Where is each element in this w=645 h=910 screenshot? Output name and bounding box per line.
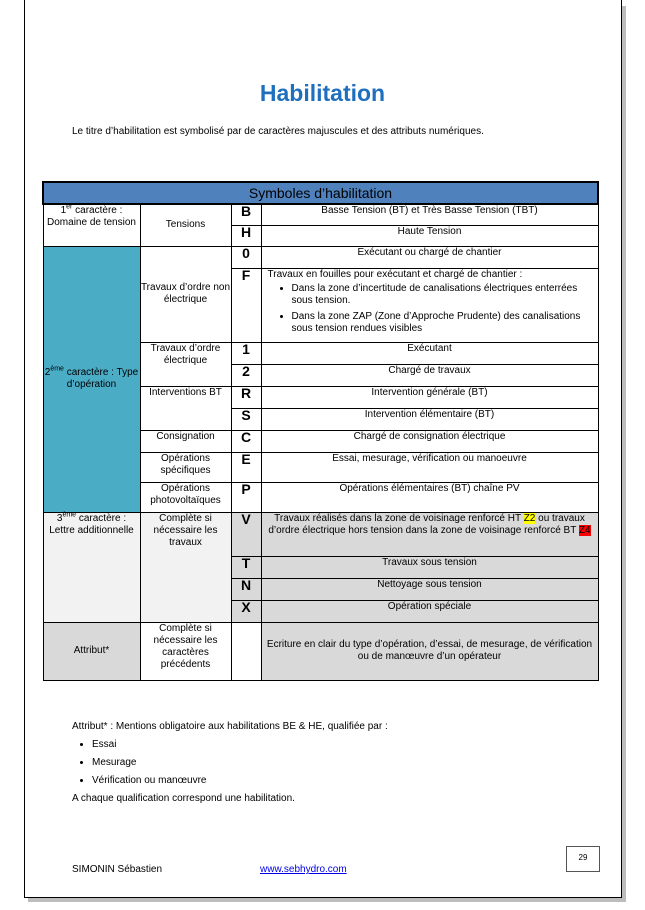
row2-sub: Opérations photovoltaïques xyxy=(140,482,231,512)
code-cell: B xyxy=(231,204,261,225)
footer-bullet: • Mesurage xyxy=(92,754,388,772)
bullet-list xyxy=(268,283,598,335)
code-cell: 0 xyxy=(231,246,261,268)
desc-text: Travaux en fouilles pour exécutant et chargé de chantier : xyxy=(267,268,523,280)
desc-cell: Nettoyage sous tension xyxy=(261,578,598,600)
footer-bullet: • Essai xyxy=(92,736,388,754)
code-cell-empty xyxy=(231,622,261,680)
code-cell: F xyxy=(231,268,261,342)
desc-cell xyxy=(261,268,598,342)
row2-sub: Consignation xyxy=(140,430,231,452)
code-cell: R xyxy=(231,386,261,408)
desc-cell: Intervention générale (BT) xyxy=(261,386,598,408)
desc-cell: Exécutant ou chargé de chantier xyxy=(261,246,598,268)
desc-cell: Basse Tension (BT) et Très Basse Tension (TBT) xyxy=(261,204,598,225)
desc-cell: Opération spéciale xyxy=(261,600,598,622)
desc-cell: Travaux réalisés dans la zone de voisinage renforcé HT Z2 ou travaux d’ordre électrique hors tension dans la zone de voisinage renforcé BT Z4 xyxy=(261,512,598,556)
row1-label: 1er caractère : Domaine de tension xyxy=(43,204,140,246)
desc-cell: Exécutant xyxy=(261,342,598,364)
desc-cell: Essai, mesurage, vérification ou manoeuvre xyxy=(261,452,598,482)
table-header: Symboles d’habilitation xyxy=(43,182,598,204)
footer-note: Attribut* : Mentions obligatoire aux habilitations BE & HE, qualifiée par : xyxy=(72,721,388,732)
desc-cell: Ecriture en clair du type d’opération, d’essai, de mesurage, de vérification ou de manœuvre d’un opérateur xyxy=(261,622,598,680)
code-cell: V xyxy=(231,512,261,556)
footer-bullet: • Vérification ou manœuvre xyxy=(92,772,388,790)
code-cell: 1 xyxy=(231,342,261,364)
bullet-item: • Dans la zone d’incertitude de canalisations électriques enterrées sous tension. xyxy=(292,283,598,307)
desc-cell: Travaux sous tension xyxy=(261,556,598,578)
code-cell: 2 xyxy=(231,364,261,386)
footer-closing: A chaque qualification correspond une habilitation. xyxy=(72,793,295,804)
row2-sub: Travaux d’ordre non électrique xyxy=(140,246,231,342)
footer-notes xyxy=(72,718,388,808)
page-title: Habilitation xyxy=(259,80,386,106)
code-cell: T xyxy=(231,556,261,578)
highlight-z4: Z4 xyxy=(578,524,591,536)
code-cell: N xyxy=(231,578,261,600)
footer-bullet-list xyxy=(72,736,388,790)
row1-sub: Tensions xyxy=(140,204,231,246)
code-cell: E xyxy=(231,452,261,482)
habilitation-table xyxy=(42,181,599,681)
page-number: 29 xyxy=(566,846,600,872)
code-cell: C xyxy=(231,430,261,452)
highlight-z2: Z2 xyxy=(523,512,536,524)
desc-cell: Intervention élémentaire (BT) xyxy=(261,408,598,430)
page-shadow-right xyxy=(622,6,626,902)
row4-label: Attribut* xyxy=(43,622,140,680)
row3-label: 3ème caractère : Lettre additionnelle xyxy=(43,512,140,622)
desc-cell: Opérations élémentaires (BT) chaîne PV xyxy=(261,482,598,512)
code-cell: H xyxy=(231,225,261,246)
author-name: SIMONIN Sébastien xyxy=(72,864,163,875)
row4-sub: Complète si nécessaire les caractères précédents xyxy=(140,622,231,680)
desc-cell: Chargé de travaux xyxy=(261,364,598,386)
desc-cell: Chargé de consignation électrique xyxy=(261,430,598,452)
intro-text: Le titre d’habilitation est symbolisé par de caractères majuscules et des attributs numériques. xyxy=(72,126,484,137)
desc-cell: Haute Tension xyxy=(261,225,598,246)
row2-sub: Interventions BT xyxy=(140,386,231,430)
code-cell: S xyxy=(231,408,261,430)
website-link[interactable]: www.sebhydro.com xyxy=(260,864,347,875)
row3-sub: Complète si nécessaire les travaux xyxy=(140,512,231,622)
page-shadow-bottom xyxy=(28,898,626,902)
code-cell: X xyxy=(231,600,261,622)
row2-label: 2ème caractère : Type d’opération xyxy=(43,246,140,512)
row2-sub: Opérations spécifiques xyxy=(140,452,231,482)
row2-sub: Travaux d’ordre électrique xyxy=(140,342,231,386)
bullet-item: • Dans la zone ZAP (Zone d’Approche Prudente) des canalisations sous tension rendues visibles xyxy=(292,311,598,335)
code-cell: P xyxy=(231,482,261,512)
